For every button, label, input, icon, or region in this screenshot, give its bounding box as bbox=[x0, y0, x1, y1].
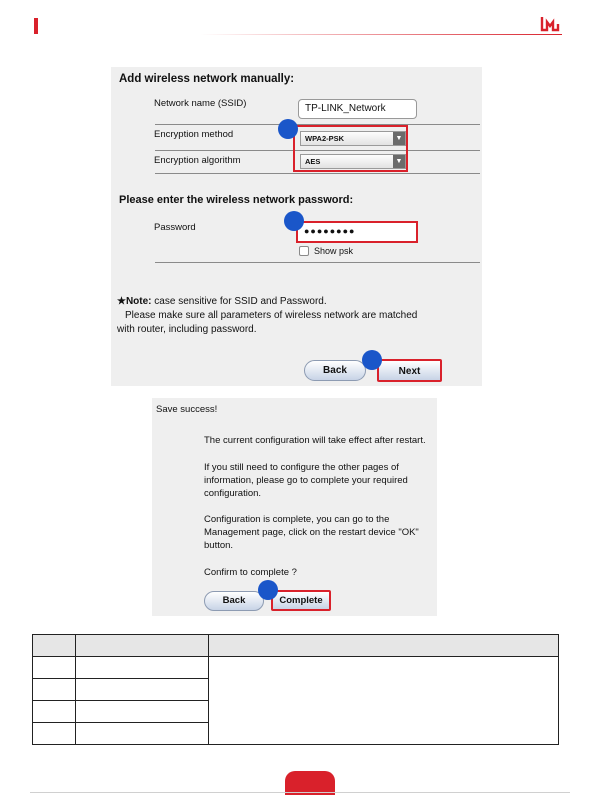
table-column-line bbox=[208, 635, 209, 744]
password-label: Password bbox=[154, 222, 196, 233]
next-button[interactable]: Next bbox=[377, 359, 442, 382]
save-success-screenshot bbox=[152, 398, 437, 616]
complete-button[interactable]: Complete bbox=[271, 590, 331, 611]
wireless-settings-screenshot bbox=[111, 67, 482, 386]
save-message-1: The current configuration will take effect after restart. bbox=[204, 435, 426, 446]
save-message-3: Configuration is complete, you can go to the Management page, click on the restart device "OK" button. bbox=[204, 514, 419, 551]
ssid-label: Network name (SSID) bbox=[154, 98, 247, 109]
wireless-form-title: Add wireless network manually: bbox=[119, 73, 295, 85]
password-highlight-box bbox=[296, 221, 418, 243]
confirm-question: Confirm to complete ? bbox=[204, 567, 297, 578]
page-corner-mark bbox=[34, 18, 38, 34]
note-prefix: ★Note: bbox=[117, 296, 152, 307]
ssid-input[interactable]: TP-LINK_Network bbox=[298, 99, 417, 119]
save-success-title: Save success! bbox=[156, 404, 218, 415]
table-row-line bbox=[33, 700, 208, 701]
brand-logo-icon bbox=[540, 16, 560, 32]
table-row-line bbox=[33, 722, 208, 723]
step-table bbox=[32, 634, 559, 745]
divider bbox=[155, 262, 480, 263]
show-psk-checkbox[interactable] bbox=[299, 246, 309, 256]
encryption-method-value: WPA2-PSK bbox=[305, 134, 345, 143]
table-header bbox=[33, 635, 558, 656]
note-line-3: with router, including password. bbox=[117, 324, 257, 335]
back-button[interactable]: Back bbox=[204, 591, 264, 611]
step-marker bbox=[278, 119, 298, 139]
table-column-line bbox=[75, 635, 76, 744]
footer-rule bbox=[30, 792, 570, 793]
dropdown-arrow-icon: ▼ bbox=[393, 155, 405, 168]
note-text bbox=[117, 295, 477, 337]
note-line-1: case sensitive for SSID and Password. bbox=[151, 296, 327, 307]
step-marker bbox=[362, 350, 382, 370]
save-message-2: If you still need to configure the other pages of information, please go to complete your required configuration. bbox=[204, 462, 408, 499]
table-row-line bbox=[33, 656, 558, 657]
header-rule bbox=[200, 34, 562, 35]
note-line-2: Please make sure all parameters of wireless network are matched bbox=[125, 310, 418, 321]
step-marker bbox=[258, 580, 278, 600]
back-button[interactable]: Back bbox=[304, 360, 366, 381]
encryption-highlight-box bbox=[293, 125, 408, 172]
step-marker bbox=[284, 211, 304, 231]
table-row-line bbox=[33, 678, 208, 679]
dropdown-arrow-icon: ▼ bbox=[393, 132, 405, 145]
divider bbox=[155, 173, 480, 174]
show-psk-label: Show psk bbox=[314, 246, 354, 256]
encryption-method-label: Encryption method bbox=[154, 129, 234, 140]
password-heading: Please enter the wireless network password: bbox=[119, 194, 354, 206]
encryption-algorithm-label: Encryption algorithm bbox=[154, 155, 241, 166]
password-input[interactable]: ●●●●●●●● bbox=[298, 223, 416, 241]
encryption-algorithm-value: AES bbox=[305, 157, 321, 166]
